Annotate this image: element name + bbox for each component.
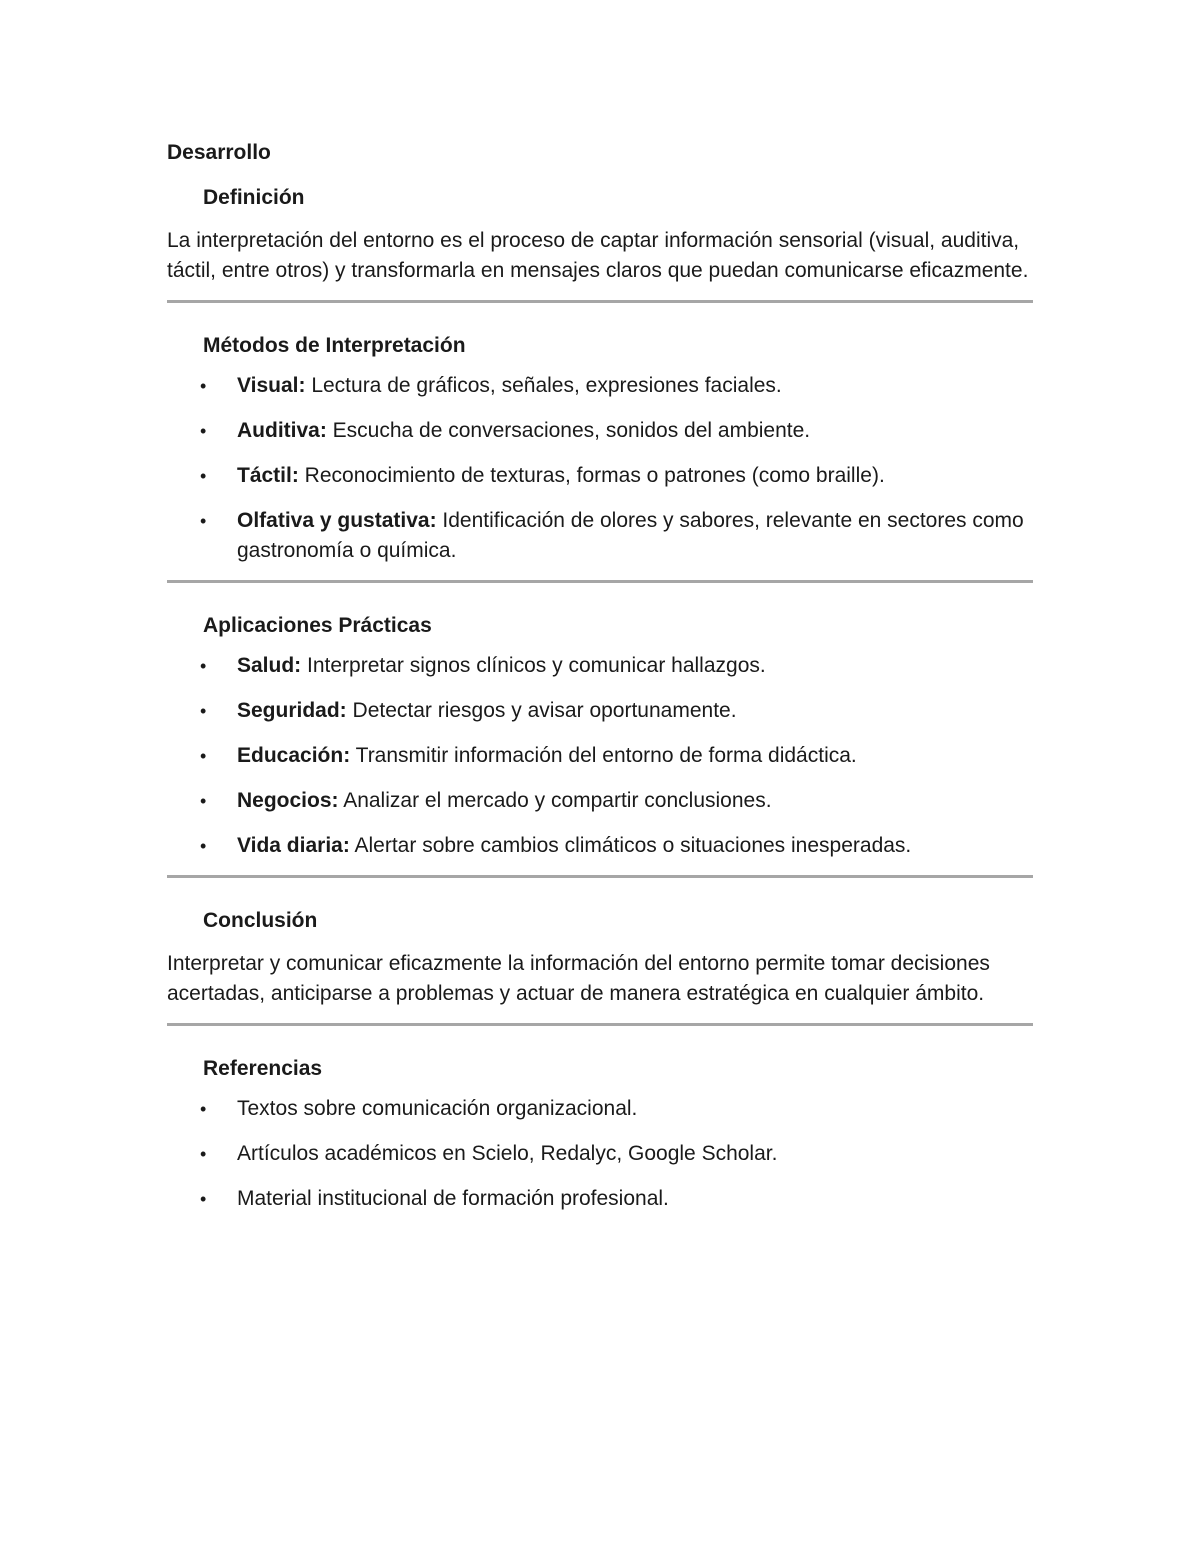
list-item-term: Olfativa y gustativa: bbox=[237, 509, 437, 532]
bullet-icon: • bbox=[200, 1099, 207, 1119]
list-item-text: Analizar el mercado y compartir conclusiones. bbox=[338, 789, 772, 812]
list-item-term: Seguridad: bbox=[237, 699, 347, 722]
section-heading-referencias: Referencias bbox=[203, 1057, 323, 1080]
section-definicion bbox=[167, 183, 1033, 303]
list-item-text: Material institucional de formación profesional. bbox=[237, 1187, 669, 1210]
section-heading-aplicaciones: Aplicaciones Prácticas bbox=[203, 614, 432, 637]
list-item-text: Escucha de conversaciones, sonidos del ambiente. bbox=[326, 419, 811, 442]
list-item-text: Transmitir información del entorno de forma didáctica. bbox=[350, 744, 857, 767]
horizontal-rule bbox=[167, 580, 1033, 583]
list-item-text: Detectar riesgos y avisar oportunamente. bbox=[346, 699, 737, 722]
list-item bbox=[167, 831, 1033, 861]
list-item-text: Alertar sobre cambios climáticos o situaciones inesperadas. bbox=[349, 834, 912, 857]
list-item-text: Artículos académicos en Scielo, Redalyc, Google Scholar. bbox=[237, 1142, 778, 1165]
list-item-text: Textos sobre comunicación organizacional. bbox=[237, 1097, 638, 1120]
list-item-term: Auditiva: bbox=[237, 419, 327, 442]
list-item bbox=[167, 1094, 1033, 1124]
bullet-icon: • bbox=[200, 791, 207, 811]
list-item bbox=[167, 786, 1033, 816]
list-item-text: Reconocimiento de texturas, formas o patrones (como braille). bbox=[298, 464, 885, 487]
conclusion-paragraph: Interpretar y comunicar eficazmente la información del entorno permite tomar decisiones acertadas, anticiparse a problemas y actuar de manera estratégica en cualquier ámbito. bbox=[167, 952, 990, 1005]
list-item bbox=[167, 696, 1033, 726]
bullet-icon: • bbox=[200, 466, 207, 486]
referencias-list bbox=[167, 1094, 1033, 1214]
list-item-text: Interpretar signos clínicos y comunicar hallazgos. bbox=[301, 654, 766, 677]
list-item bbox=[167, 416, 1033, 446]
aplicaciones-list bbox=[167, 651, 1033, 861]
horizontal-rule bbox=[167, 1023, 1033, 1026]
metodos-list bbox=[167, 371, 1033, 566]
list-item bbox=[167, 651, 1033, 681]
section-heading-conclusion: Conclusión bbox=[203, 909, 318, 932]
list-item-term: Salud: bbox=[237, 654, 302, 677]
horizontal-rule bbox=[167, 300, 1033, 303]
horizontal-rule bbox=[167, 875, 1033, 878]
list-item-text: Lectura de gráficos, señales, expresiones faciales. bbox=[305, 374, 782, 397]
list-item bbox=[167, 1184, 1033, 1214]
list-item bbox=[167, 1139, 1033, 1169]
bullet-icon: • bbox=[200, 836, 207, 856]
document-page bbox=[167, 138, 1033, 1214]
list-item-term: Educación: bbox=[237, 744, 351, 767]
section-aplicaciones bbox=[167, 611, 1033, 878]
bullet-icon: • bbox=[200, 421, 207, 441]
section-heading-metodos: Métodos de Interpretación bbox=[203, 334, 466, 357]
list-item-term: Visual: bbox=[237, 374, 306, 397]
bullet-icon: • bbox=[200, 701, 207, 721]
list-item-term: Vida diaria: bbox=[237, 834, 350, 857]
section-conclusion bbox=[167, 906, 1033, 1026]
document-title: Desarrollo bbox=[167, 141, 271, 164]
section-heading-definicion: Definición bbox=[203, 186, 305, 209]
bullet-icon: • bbox=[200, 376, 207, 396]
section-metodos bbox=[167, 331, 1033, 583]
list-item-term: Negocios: bbox=[237, 789, 339, 812]
bullet-icon: • bbox=[200, 746, 207, 766]
list-item bbox=[167, 506, 1033, 566]
list-item bbox=[167, 461, 1033, 491]
bullet-icon: • bbox=[200, 656, 207, 676]
list-item bbox=[167, 371, 1033, 401]
bullet-icon: • bbox=[200, 1144, 207, 1164]
section-referencias bbox=[167, 1054, 1033, 1214]
list-item-text: Identificación de olores y sabores, relevante en sectores como gastronomía o química. bbox=[237, 509, 1024, 562]
definicion-paragraph: La interpretación del entorno es el proceso de captar información sensorial (visual, auditiva, táctil, entre otros) y transformarla en mensajes claros que puedan comunicarse eficazmente. bbox=[167, 229, 1029, 282]
bullet-icon: • bbox=[200, 511, 207, 531]
list-item bbox=[167, 741, 1033, 771]
bullet-icon: • bbox=[200, 1189, 207, 1209]
list-item-term: Táctil: bbox=[237, 464, 299, 487]
